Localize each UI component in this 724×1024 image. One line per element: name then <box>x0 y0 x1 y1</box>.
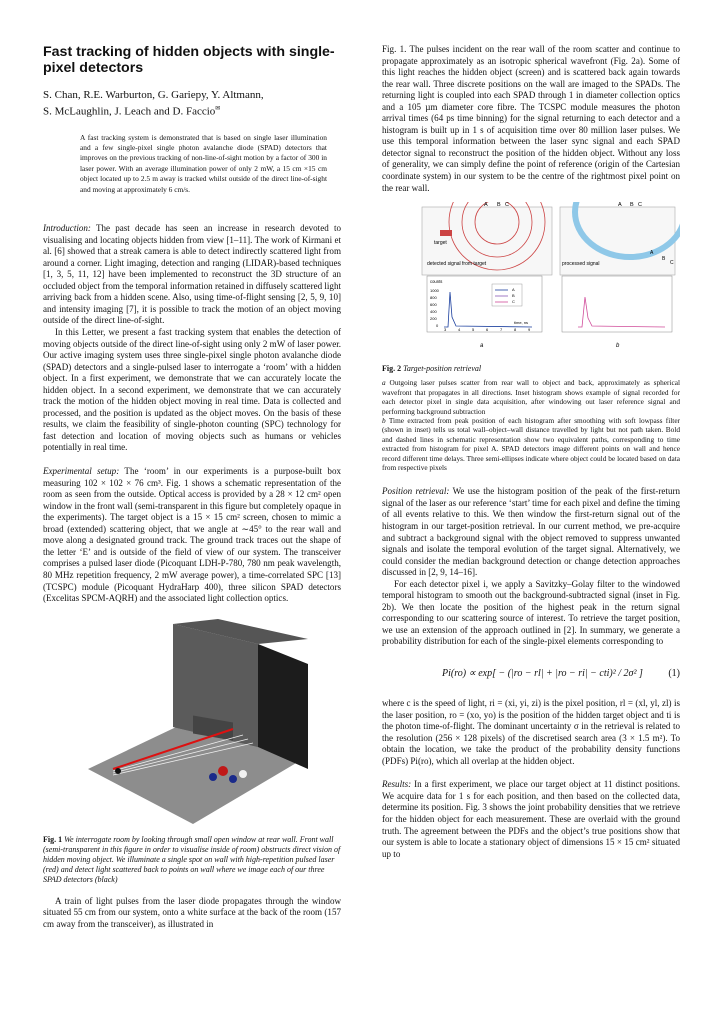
retrieval-heading: Position retrieval: <box>382 486 450 497</box>
left-bottom-paragraph: A train of light pulses from the laser diode propagates through the window situated 55 cm from our system, onto a white surface at the back of the room (157 cm away from the transceiver), as illustrated in <box>43 895 341 929</box>
panel-a-target-label: target <box>434 240 447 247</box>
authors-line-2: S. McLaughlin, J. Leach and D. Faccio✉ <box>43 105 221 118</box>
panel-a-legend-b: B <box>512 293 515 299</box>
intro-paragraph-1: Introduction: The past decade has seen an increase in research devoted to visualising and locating objects hidden from view [1–11]. The work of Kirmani et al. [6] showed that a streak camera is able to detect indirectly scattered light from around a corner. Light imaging, detection and ranging (LIDAR)-based techniques [1, 3, 5, 11, 12] have been implemented to reconstruct the 3D structure of an occluded object from the temporal information retained in diffusely scattered light arriving back from a hidden scene. Also, using time-of-flight sensing [2, 5, 9, 10] and intensity imaging [7], it is possible to track the motion of an object moving outside of the direct line-of-sight. <box>43 223 341 326</box>
figure-1-caption: Fig. 1 We interrogate room by looking through small open window at rear wall. Front wall (semi-transparent in this figure in order to visualise inside of room) obstructs direct vision of hidden moving object. We illuminate a single spot on wall with high-repetition pulsed laser (red) and detect light scattered back to points on wall where we image each of our three SPAD detectors (black) <box>43 834 341 885</box>
panel-a-xtick-6: 6 <box>486 327 489 333</box>
abstract: A fast tracking system is demonstrated that is based on single laser illumination and a few single-pixel single photon avalanche diode (SPAD) detectors that improves on the previous tracking of non-line-of-sight motion by a factor of 300 in laser power. With an average illumination power of only 2 mW, a 15 cm ×15 cm object located up to 2.5 m away is tracked whilst outside of the direct line-of-sight and moving at approximately 6 cm/s. <box>80 132 327 194</box>
equation-1 <box>382 656 680 690</box>
panel-a-ytick-800: 800 <box>430 295 437 301</box>
figure-2-caption-title: Fig. 2 Target-position retrieval <box>382 364 482 374</box>
target-sphere-blue-1 <box>209 773 217 781</box>
panel-a-hist-title: detected signal from target <box>427 261 487 268</box>
target-sphere-blue-2 <box>229 775 237 783</box>
figure-2-caption-b: b Time extracted from peak position of each histogram after smoothing with soft lowpass filter (shown in inset) tells us total wall–object–wall distance travelled by light but not path taken. Bold and dashed lines in schematic representation show two equivalent paths, corresponding to time extracted from histogram for pixel A. SPAD detectors image different points on wall and hence record different time delays. Three semi-ellipses indicate where object could be located based on data from respective pixels <box>382 415 680 472</box>
panel-b-letter-c: C <box>638 202 642 209</box>
panel-a-ytick-600: 600 <box>430 302 437 308</box>
figure-2-caption-a: a Outgoing laser pulses scatter from rear wall to object and back, approximately as spherical wavefront that propagates in all directions. Inset histogram shows example of signal recorded for each detector pixel in single data acquisition, after windowing out laser reference signal and performing background subtraction <box>382 378 680 416</box>
panel-b-hist-title: processed signal <box>562 261 600 268</box>
panel-a-letter-b: B <box>497 202 501 209</box>
panel-a-letter-c: C <box>505 202 509 209</box>
left-column <box>43 44 341 930</box>
target-sphere-red <box>218 766 228 776</box>
panel-a-xtick-4: 4 <box>458 327 461 333</box>
panel-b-histogram-frame <box>562 276 672 332</box>
fig2-panel-a <box>422 202 552 349</box>
panel-b-letter-b: B <box>630 202 634 209</box>
panel-a-legend-c: C <box>512 299 515 305</box>
panel-a-ytick-400: 400 <box>430 309 437 315</box>
right-column <box>382 44 680 860</box>
panel-b-sublabel: b <box>616 343 620 350</box>
panel-b-abc-c: C <box>670 260 674 267</box>
panel-a-legend-a: A <box>512 287 515 293</box>
panel-a-counts-label: counts <box>430 279 443 285</box>
panel-a-xtick-7: 7 <box>500 327 503 333</box>
figure-2-diagram <box>382 202 680 354</box>
author-list <box>43 89 341 119</box>
setup-paragraph: Experimental setup: The ‘room’ in our experiments is a purpose-built box measuring 102 × 102 × 76 cm³. Fig. 1 shows a schematic representation of the room as seen from the outside. Optical access is provided by a 28 × 12 cm² open window in the front wall (semi-transparent in this figure but completely opaque in the experiments). The target object is a 15 × 15 cm² screen, chosen to mimic a broad (extended) scattering object, that we angle at ∼45° to the rear wall and move along a designated ground track. The ground track traces out the shape of the letter ‘E’ and is outside of the field of view of our system. The transceiver comprises a pulsed laser diode (Picoquant LDH-P-780, 780 nm peak wavelength, 80 MHz repetition frequency, 2 mW average power), a time-correlated SPC [13] (TCSPC) module (Picoquant HydraHarp 400), three silicon SPAD detectors (Excelitas SPCM-AQRH) and the associated light collection optics. <box>43 466 341 604</box>
panel-a-target <box>440 230 452 236</box>
panel-b-letter-a: A <box>618 202 622 209</box>
panel-a-sublabel: a <box>480 343 484 350</box>
detector-sphere <box>115 768 121 774</box>
panel-a-ytick-200: 200 <box>430 316 437 322</box>
figure-1-room-diagram <box>43 619 341 829</box>
right-top-paragraph: Fig. 1. The pulses incident on the rear wall of the room scatter and continue to propagate approximately as an isotropic spherical wavefront (Fig. 2a). Some of this light reaches the hidden object (screen) and is scattered back again towards the rear wall. Three discrete positions on the wall are imaged to the SPADs. The returning light is coupled into each SPAD through 1 in diameter collection optics and a 105 µm diameter core fibre. The TCSPC module measures the photon arrival times (64 ps time binning) for the signal returning to each detector and a histogram is built up in 1 s of acquisition time over 80 million laser pulses. We use this temporal information between the laser sync signal and each SPAD detector signal to reconstruct the position of the hidden object. Without any loss of generality, we can simply define the point of reference (origin of the Cartesian coordinate system) in our system to be the centre of the rightmost pixel point on the rear wall. <box>382 44 680 193</box>
equation-formula: Pi(ro) ∝ exp[ − (|ro − rl| + |ro − ri| − cti)² / 2σ² ] <box>442 667 643 679</box>
equation-number: (1) <box>668 667 680 679</box>
panel-a-xtick-8: 8 <box>514 327 517 333</box>
panel-a-xtick-9: 9 <box>528 327 531 333</box>
setup-heading: Experimental setup: <box>43 466 120 477</box>
authors-line-1: S. Chan, R.E. Warburton, G. Gariepy, Y. Altmann, <box>43 89 264 101</box>
correspondence-icon: ✉ <box>215 105 221 112</box>
intro-paragraph-2: In this Letter, we present a fast tracking system that enables the detection of moving objects outside of the direct line-of-sight using only 2 mW of laser power. Our active imaging system uses three single-pixel single photon avalanche diode (SPAD) detectors and a single-pulsed laser to interrogate a ‘room’ with a hidden object. In a first experiment, we demonstrate that we can accurately locate the hidden object. In a second experiment, we demonstrate that we can accurately track the motion of the hidden object moving in real time. Data is collected and processed, and the position is updated as the object moves. On the basis of these results, we claim the feasibility of single-photon counting (SPC) technology for fast detection and location of moving objects such as humans or vehicles potentially in real time. <box>43 327 341 453</box>
panel-b-abc-b: B <box>662 256 666 263</box>
panel-a-ytick-1000: 1000 <box>430 288 439 294</box>
panel-a-xtick-3: 3 <box>444 327 447 333</box>
retrieval-paragraph-2: For each detector pixel i, we apply a Savitzky–Golay filter to the windowed temporal histogram to smooth out the background-subtracted signal (inset in Fig. 2b). We then locate the position of the highest peak in the return signal corresponding to our scattering source of interest. To retrieve the target position, we use an extension of the approach outlined in [2]. In summary, we generate a probability distribution for each of the single-pixel elements corresponding to <box>382 578 680 647</box>
retrieval-paragraph-3: where c is the speed of light, ri = (xi, yi, zi) is the pixel position, rl = (xl, yl, zl) is the laser position, ro = (xo, yo) is the position of the hidden target object and ti is the photon time-of-flight. The dominant uncertainty σ in the retrieval is related to the resolution (256 × 128 pixels) of the discretised search area (3 × 1.5 m²). To obtain the location, we take the product of the probability density functions (PDFs) Pi(ro), which all overlap at the hidden object. <box>382 698 680 766</box>
target-sphere-white <box>239 770 247 778</box>
fig2-panel-b <box>560 202 680 349</box>
panel-a-letter-a: A <box>484 202 488 209</box>
panel-a-legend-box <box>492 284 522 306</box>
results-heading: Results: <box>382 779 412 790</box>
room-right-wall <box>258 644 308 769</box>
results-paragraph: Results: In a first experiment, we place our target object at 11 distinct positions. We acquire data for 1 s for each position, and then based on the collected data, determine its position. Fig. 3 shows the joint probability densities that we retrieve for the hidden object for each measurement. These are overlaid with the ground truth. The agreement between the PDFs and the object’s true positions show that our system is able to locate a stationary object of dimensions 15 × 15 cm² situated up to <box>382 779 680 859</box>
retrieval-paragraph-1: Position retrieval: We use the histogram position of the peak of the first-return signal of the laser as our reference ‘start’ time for each pixel and define the timing of all events relative to this. We then window the first-return signal out of the histogram in our target-position retrieval. In our current method, we pre-acquire and subtract a background signal with the object removed to suppress unwanted signals and isolate the temporal evolution of the target signal. Alternatively, we could consider the median background detection or change detection approaches discussed in [2, 9, 14–16]. <box>382 486 680 578</box>
panel-a-xtick-5: 5 <box>472 327 475 333</box>
paper-title: Fast tracking of hidden objects with single-pixel detectors <box>43 44 335 76</box>
panel-a-time-label: time, ns <box>514 320 529 326</box>
panel-b-abc-a: A <box>650 250 654 257</box>
panel-a-ytick-0: 0 <box>436 323 439 329</box>
intro-heading: Introduction: <box>43 223 91 234</box>
